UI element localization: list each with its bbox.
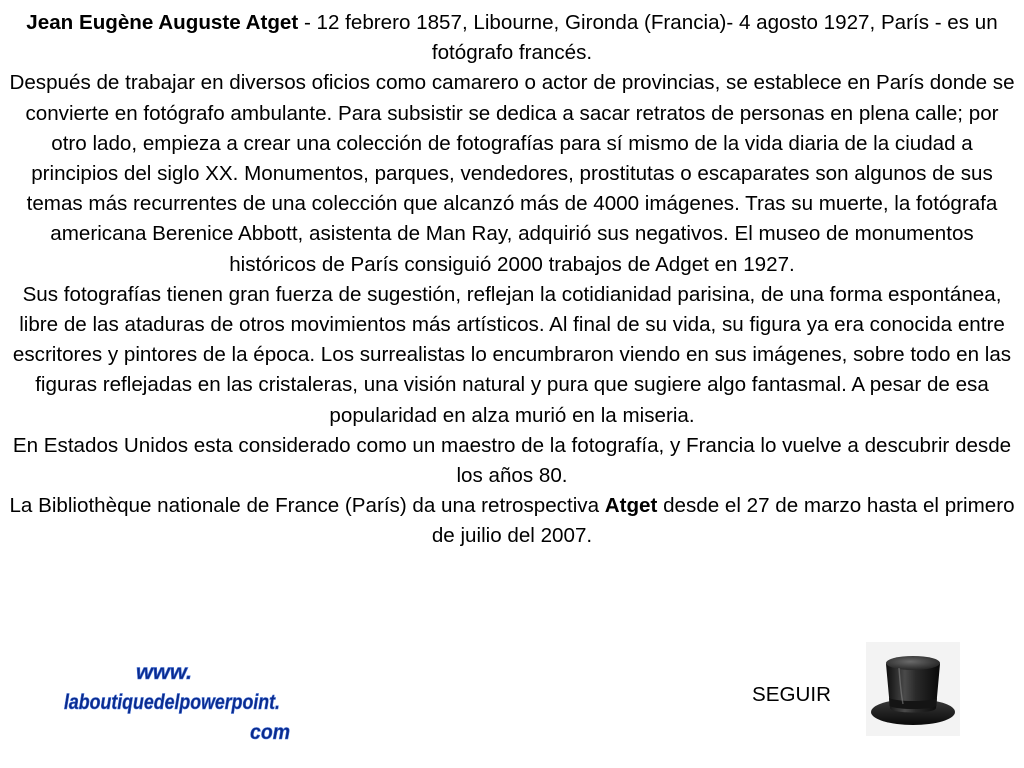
intro-details: - 12 febrero 1857, Libourne, Gironda (Francia)- 4 agosto 1927, París - es un fotógrafo francés. <box>298 11 998 65</box>
logo-line-1: www. <box>136 661 192 684</box>
photographer-name: Jean Eugène Auguste Atget <box>26 11 299 34</box>
paragraph-recognition: En Estados Unidos esta considerado como un maestro de la fotografía, y Francia lo vuelve a descubrir desde los años 80. <box>12 433 1012 488</box>
logo-line-3: com <box>250 721 290 744</box>
biography-text <box>8 8 1016 552</box>
paragraph-career: Después de trabajar en diversos oficios como camarero o actor de provincias, se establece en París donde se convierte en fotógrafo ambulante. Para subsistir se dedica a sacar retratos de personas en plena calle; por otro lado, empieza a crear una colección de fotografías para sí mismo de la vida diaria de la ciudad a principios del siglo XX. Monumentos, parques, vendedores, prostitutas o escaparates son algunos de sus temas más recurrentes de una colección que alcanzó más de 4000 imágenes. Tras su muerte, la fotógrafa americana Berenice Abbott, asistenta de Man Ray, adquirió sus negativos. El museo de monumentos históricos de París consiguió 2000 trabajos de Adget en 1927. <box>9 71 1015 276</box>
website-logo <box>60 655 300 745</box>
logo-line-2: laboutiquedelpowerpoint. <box>64 691 280 714</box>
next-button[interactable]: SEGUIR <box>752 683 831 706</box>
paragraph-retrospective <box>8 491 1016 551</box>
top-hat-icon[interactable] <box>866 642 960 736</box>
retrospective-name: Atget <box>604 494 658 518</box>
retrospective-after: desde el 27 de marzo hasta el primero de juilio del 2007. <box>431 494 1015 548</box>
retrospective-before: La Bibliothèque nationale de France (París) da una retrospectiva <box>9 494 605 518</box>
paragraph-intro <box>8 8 1016 68</box>
paragraph-style: Sus fotografías tienen gran fuerza de sugestión, reflejan la cotidianidad parisina, de una forma espontánea, libre de las ataduras de otros movimientos más artísticos. Al final de su vida, su figura ya era conocida entre escritores y pintores de la época. Los surrealistas lo encumbraron viendo en sus imágenes, sobre todo en las figuras reflejadas en las cristaleras, una visión natural y pura que sugiere algo fantasmal. A pesar de esa popularidad en alza murió en la miseria. <box>12 282 1012 427</box>
